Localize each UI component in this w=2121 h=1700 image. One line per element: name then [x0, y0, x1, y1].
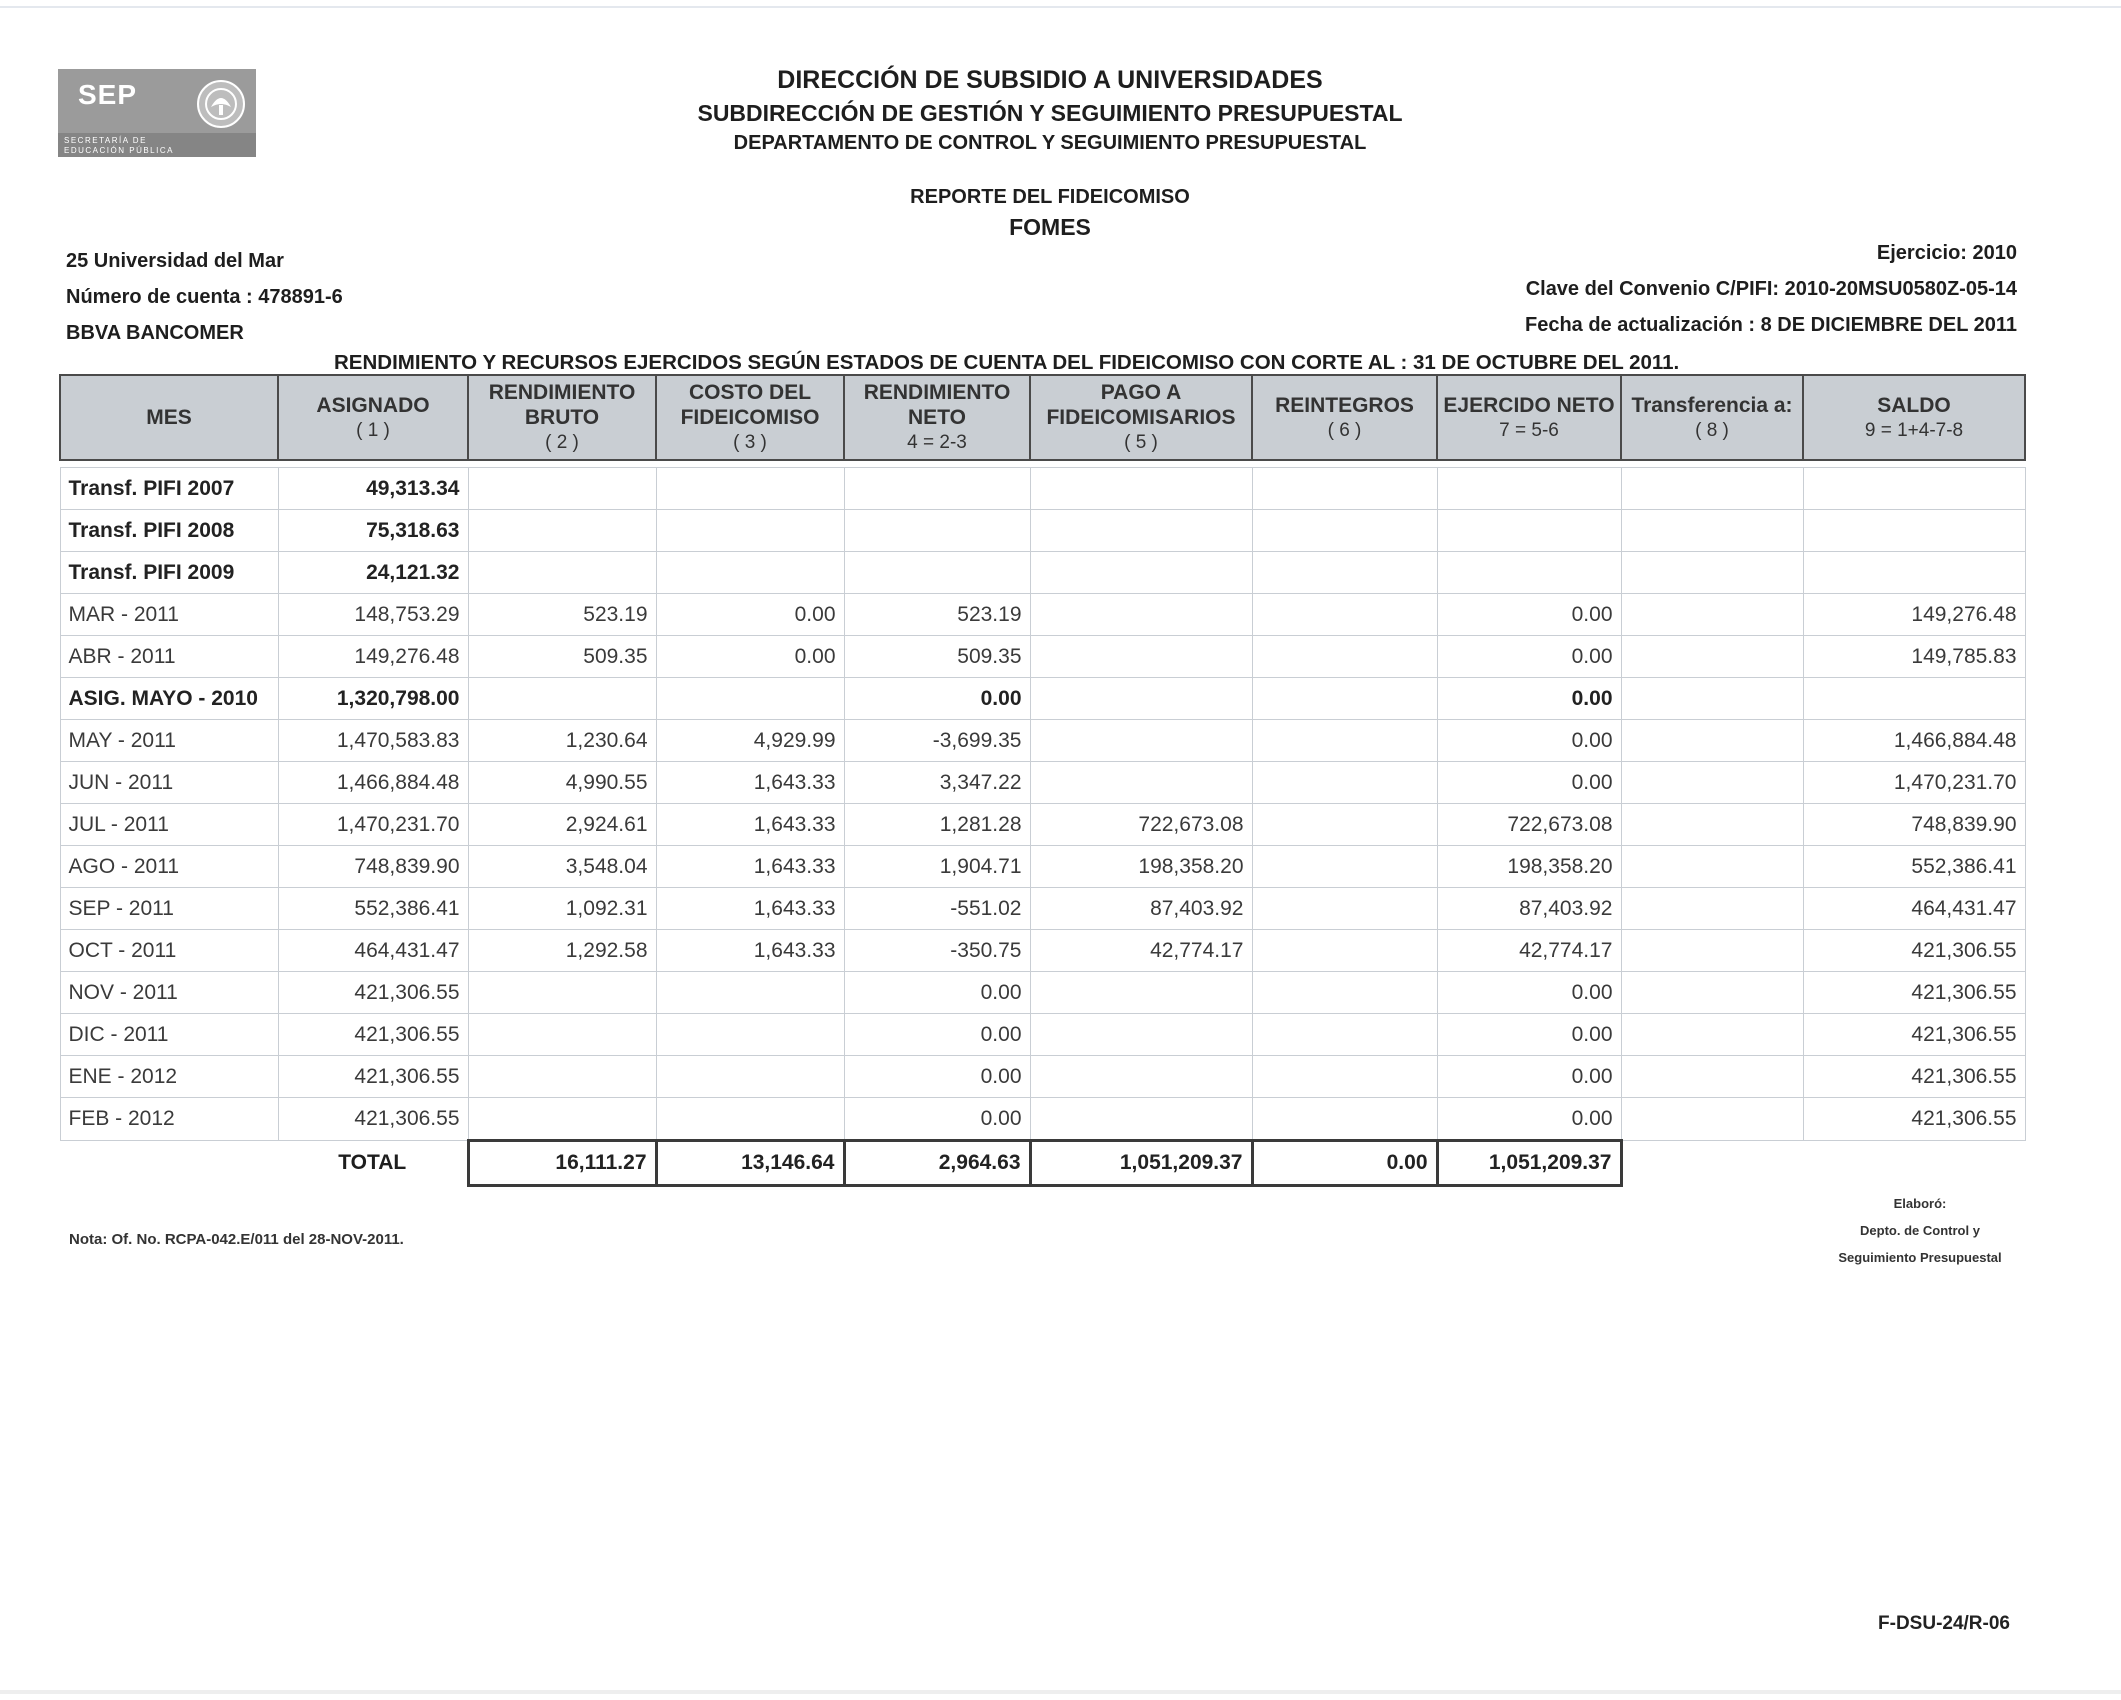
value-cell: 3,548.04 — [468, 846, 656, 888]
value-cell: 1,470,231.70 — [278, 804, 468, 846]
value-cell: 748,839.90 — [1803, 804, 2025, 846]
value-cell: 0.00 — [1437, 762, 1621, 804]
total-rend-bruto: 16,111.27 — [468, 1141, 656, 1186]
month-cell: ENE - 2012 — [60, 1056, 278, 1098]
value-cell: 4,929.99 — [656, 720, 844, 762]
value-cell: -350.75 — [844, 930, 1030, 972]
value-cell — [1621, 552, 1803, 594]
month-cell: JUL - 2011 — [60, 804, 278, 846]
table-row — [60, 846, 2025, 888]
total-rend-neto: 2,964.63 — [844, 1141, 1030, 1186]
month-cell: Transf. PIFI 2008 — [60, 510, 278, 552]
value-cell — [1252, 762, 1437, 804]
program-name: FOMES — [1009, 214, 1091, 240]
month-cell: MAR - 2011 — [60, 594, 278, 636]
value-cell: 509.35 — [468, 636, 656, 678]
value-cell: 0.00 — [844, 678, 1030, 720]
value-cell: 24,121.32 — [278, 552, 468, 594]
table-row — [60, 888, 2025, 930]
table-row — [60, 1014, 2025, 1056]
value-cell: 464,431.47 — [1803, 888, 2025, 930]
value-cell: 722,673.08 — [1437, 804, 1621, 846]
value-cell: 1,292.58 — [468, 930, 656, 972]
table-row — [60, 594, 2025, 636]
value-cell: 0.00 — [656, 636, 844, 678]
table-row — [60, 972, 2025, 1014]
value-cell: 552,386.41 — [278, 888, 468, 930]
total-row — [60, 1141, 2025, 1186]
value-cell: 1,466,884.48 — [1803, 720, 2025, 762]
value-cell: 1,281.28 — [844, 804, 1030, 846]
value-cell: 1,320,798.00 — [278, 678, 468, 720]
footnote: Nota: Of. No. RCPA-042.E/011 del 28-NOV-2011. — [69, 1231, 404, 1248]
convenio-clave: Clave del Convenio C/PIFI: 2010-20MSU0580Z-05-14 — [1525, 278, 2017, 300]
value-cell — [1621, 846, 1803, 888]
value-cell: 42,774.17 — [1437, 930, 1621, 972]
value-cell: 198,358.20 — [1030, 846, 1252, 888]
value-cell — [656, 972, 844, 1014]
table-row — [60, 1056, 2025, 1098]
value-cell: 49,313.34 — [278, 468, 468, 510]
value-cell — [844, 552, 1030, 594]
logo-subtitle-2: EDUCACIÓN PÚBLICA — [64, 146, 174, 155]
value-cell: 0.00 — [844, 1056, 1030, 1098]
logo-subtitle-1: SECRETARÍA DE — [64, 136, 147, 145]
total-costo: 13,146.64 — [656, 1141, 844, 1186]
header-cell: ASIGNADO ( 1 ) — [278, 375, 468, 460]
value-cell: 2,924.61 — [468, 804, 656, 846]
value-cell — [1803, 510, 2025, 552]
header-cell: SALDO 9 = 1+4-7-8 — [1803, 375, 2025, 460]
value-cell — [1621, 510, 1803, 552]
month-cell: FEB - 2012 — [60, 1098, 278, 1141]
value-cell — [1437, 552, 1621, 594]
value-cell — [1252, 468, 1437, 510]
value-cell: 198,358.20 — [1437, 846, 1621, 888]
report-title: REPORTE DEL FIDEICOMISO — [910, 186, 1190, 208]
value-cell: 148,753.29 — [278, 594, 468, 636]
value-cell — [1030, 972, 1252, 1014]
value-cell: 0.00 — [844, 972, 1030, 1014]
value-cell — [1437, 468, 1621, 510]
logo-text: SEP — [78, 79, 138, 110]
header-cell: PAGO A FIDEICOMISARIOS ( 5 ) — [1030, 375, 1252, 460]
sep-logo — [58, 69, 256, 157]
value-cell — [468, 1014, 656, 1056]
header-cell: RENDIMIENTO BRUTO ( 2 ) — [468, 375, 656, 460]
value-cell — [1030, 468, 1252, 510]
value-cell — [1030, 720, 1252, 762]
value-cell — [1252, 972, 1437, 1014]
value-cell — [1252, 678, 1437, 720]
elaboro-dept-2: Seguimiento Presupuestal — [1838, 1250, 2002, 1265]
value-cell — [656, 1056, 844, 1098]
account-number: Número de cuenta : 478891-6 — [66, 286, 343, 308]
value-cell: 0.00 — [1437, 720, 1621, 762]
value-cell — [1621, 468, 1803, 510]
ejercicio-label: Ejercicio: 2010 — [1876, 242, 2017, 264]
header-cell: EJERCIDO NETO 7 = 5-6 — [1437, 375, 1621, 460]
value-cell: 0.00 — [1437, 678, 1621, 720]
value-cell: 552,386.41 — [1803, 846, 2025, 888]
total-label: TOTAL — [338, 1151, 407, 1175]
month-cell: AGO - 2011 — [60, 846, 278, 888]
value-cell — [1030, 1056, 1252, 1098]
top-rule — [0, 6, 2121, 8]
total-ejercido: 1,051,209.37 — [1437, 1141, 1621, 1186]
value-cell — [1252, 1056, 1437, 1098]
value-cell — [1621, 636, 1803, 678]
value-cell — [1252, 846, 1437, 888]
form-code: F-DSU-24/R-06 — [1878, 1613, 2010, 1634]
value-cell — [1437, 510, 1621, 552]
header-cell: COSTO DEL FIDEICOMISO ( 3 ) — [656, 375, 844, 460]
value-cell — [1252, 1098, 1437, 1141]
bank-name: BBVA BANCOMER — [66, 322, 244, 344]
value-cell — [1803, 468, 2025, 510]
value-cell: 1,470,231.70 — [1803, 762, 2025, 804]
table-header-row — [60, 375, 2025, 460]
table-row — [60, 804, 2025, 846]
value-cell: 523.19 — [844, 594, 1030, 636]
value-cell — [1621, 762, 1803, 804]
value-cell — [844, 510, 1030, 552]
value-cell — [1252, 636, 1437, 678]
value-cell — [1030, 1014, 1252, 1056]
eagle-seal-icon — [192, 75, 250, 133]
table-row — [60, 636, 2025, 678]
value-cell: 421,306.55 — [1803, 1098, 2025, 1141]
value-cell — [1030, 594, 1252, 636]
value-cell — [1252, 1014, 1437, 1056]
value-cell: 0.00 — [1437, 594, 1621, 636]
header-cell: MES — [60, 375, 278, 460]
value-cell — [1030, 1098, 1252, 1141]
value-cell — [1252, 552, 1437, 594]
value-cell: 0.00 — [1437, 1014, 1621, 1056]
total-pago: 1,051,209.37 — [1030, 1141, 1252, 1186]
month-cell: SEP - 2011 — [60, 888, 278, 930]
bottom-rule — [0, 1690, 2121, 1694]
value-cell: 0.00 — [1437, 1056, 1621, 1098]
value-cell: 1,092.31 — [468, 888, 656, 930]
value-cell — [1621, 1014, 1803, 1056]
value-cell: 421,306.55 — [278, 972, 468, 1014]
value-cell — [1030, 762, 1252, 804]
value-cell — [468, 468, 656, 510]
header-cell: RENDIMIENTO NETO 4 = 2-3 — [844, 375, 1030, 460]
table-row — [60, 678, 2025, 720]
table-row — [60, 762, 2025, 804]
value-cell: 523.19 — [468, 594, 656, 636]
month-cell: ASIG. MAYO - 2010 — [60, 678, 278, 720]
month-cell: NOV - 2011 — [60, 972, 278, 1014]
value-cell — [1621, 1056, 1803, 1098]
value-cell — [468, 1056, 656, 1098]
value-cell — [1252, 888, 1437, 930]
value-cell: 87,403.92 — [1030, 888, 1252, 930]
value-cell: 0.00 — [1437, 972, 1621, 1014]
value-cell — [1621, 678, 1803, 720]
university-name: 25 Universidad del Mar — [66, 250, 284, 272]
table-body — [60, 460, 2025, 1141]
value-cell: 421,306.55 — [278, 1056, 468, 1098]
value-cell: 1,470,583.83 — [278, 720, 468, 762]
table-row — [60, 510, 2025, 552]
value-cell: 149,785.83 — [1803, 636, 2025, 678]
value-cell: 1,643.33 — [656, 762, 844, 804]
value-cell — [1252, 720, 1437, 762]
value-cell — [1252, 804, 1437, 846]
value-cell: 1,643.33 — [656, 930, 844, 972]
table-caption: RENDIMIENTO Y RECURSOS EJERCIDOS SEGÚN ESTADOS DE CUENTA DEL FIDEICOMISO CON CORTE AL : 31 DE OCTUBRE DEL 2011. — [334, 351, 1680, 374]
value-cell — [1803, 552, 2025, 594]
update-date: Fecha de actualización : 8 DE DICIEMBRE DEL 2011 — [1524, 314, 2017, 336]
value-cell: 421,306.55 — [1803, 1056, 2025, 1098]
value-cell: 42,774.17 — [1030, 930, 1252, 972]
value-cell — [1030, 552, 1252, 594]
value-cell — [1030, 510, 1252, 552]
value-cell: 748,839.90 — [278, 846, 468, 888]
value-cell — [656, 1014, 844, 1056]
month-cell: Transf. PIFI 2007 — [60, 468, 278, 510]
value-cell: 75,318.63 — [278, 510, 468, 552]
value-cell — [1621, 888, 1803, 930]
trust-report-table — [59, 374, 2026, 1187]
value-cell: 421,306.55 — [1803, 930, 2025, 972]
elaboro-dept-1: Depto. de Control y — [1860, 1223, 1980, 1238]
value-cell: 1,904.71 — [844, 846, 1030, 888]
value-cell — [844, 468, 1030, 510]
value-cell: 421,306.55 — [1803, 972, 2025, 1014]
value-cell — [468, 972, 656, 1014]
header-cell: Transferencia a: ( 8 ) — [1621, 375, 1803, 460]
value-cell: 149,276.48 — [278, 636, 468, 678]
total-reintegros: 0.00 — [1252, 1141, 1437, 1186]
value-cell — [468, 510, 656, 552]
value-cell: 0.00 — [1437, 1098, 1621, 1141]
value-cell: 421,306.55 — [278, 1098, 468, 1141]
value-cell — [656, 510, 844, 552]
value-cell — [1621, 594, 1803, 636]
value-cell — [1252, 594, 1437, 636]
value-cell — [656, 678, 844, 720]
value-cell — [1030, 678, 1252, 720]
value-cell — [468, 1098, 656, 1141]
month-cell: ABR - 2011 — [60, 636, 278, 678]
value-cell — [1621, 930, 1803, 972]
elaboro-label: Elaboró: — [1893, 1196, 1947, 1211]
header-direccion: DIRECCIÓN DE SUBSIDIO A UNIVERSIDADES — [777, 66, 1323, 94]
value-cell — [468, 552, 656, 594]
table-row — [60, 468, 2025, 510]
value-cell: 0.00 — [844, 1014, 1030, 1056]
table-row — [60, 552, 2025, 594]
value-cell: 1,230.64 — [468, 720, 656, 762]
value-cell: 1,643.33 — [656, 846, 844, 888]
header-subdireccion: SUBDIRECCIÓN DE GESTIÓN Y SEGUIMIENTO PRESUPUESTAL — [697, 100, 1403, 126]
value-cell: 421,306.55 — [278, 1014, 468, 1056]
value-cell: -3,699.35 — [844, 720, 1030, 762]
month-cell: MAY - 2011 — [60, 720, 278, 762]
value-cell: -551.02 — [844, 888, 1030, 930]
value-cell — [1252, 930, 1437, 972]
value-cell: 0.00 — [844, 1098, 1030, 1141]
value-cell — [1621, 972, 1803, 1014]
value-cell: 87,403.92 — [1437, 888, 1621, 930]
table-row — [60, 720, 2025, 762]
value-cell: 722,673.08 — [1030, 804, 1252, 846]
value-cell: 509.35 — [844, 636, 1030, 678]
month-cell: DIC - 2011 — [60, 1014, 278, 1056]
header-cell: REINTEGROS ( 6 ) — [1252, 375, 1437, 460]
value-cell: 0.00 — [656, 594, 844, 636]
value-cell: 149,276.48 — [1803, 594, 2025, 636]
month-cell: Transf. PIFI 2009 — [60, 552, 278, 594]
value-cell: 0.00 — [1437, 636, 1621, 678]
table-row — [60, 930, 2025, 972]
value-cell: 1,643.33 — [656, 888, 844, 930]
value-cell: 4,990.55 — [468, 762, 656, 804]
header-departamento: DEPARTAMENTO DE CONTROL Y SEGUIMIENTO PRESUPUESTAL — [733, 132, 1367, 154]
value-cell — [1030, 636, 1252, 678]
value-cell: 464,431.47 — [278, 930, 468, 972]
table-row — [60, 1098, 2025, 1141]
value-cell — [656, 1098, 844, 1141]
month-cell: JUN - 2011 — [60, 762, 278, 804]
value-cell — [1621, 1098, 1803, 1141]
value-cell — [1252, 510, 1437, 552]
value-cell — [656, 468, 844, 510]
value-cell: 1,643.33 — [656, 804, 844, 846]
value-cell — [1803, 678, 2025, 720]
month-cell: OCT - 2011 — [60, 930, 278, 972]
value-cell — [468, 678, 656, 720]
value-cell: 1,466,884.48 — [278, 762, 468, 804]
value-cell: 421,306.55 — [1803, 1014, 2025, 1056]
value-cell: 3,347.22 — [844, 762, 1030, 804]
value-cell — [1621, 720, 1803, 762]
value-cell — [1621, 804, 1803, 846]
value-cell — [656, 552, 844, 594]
